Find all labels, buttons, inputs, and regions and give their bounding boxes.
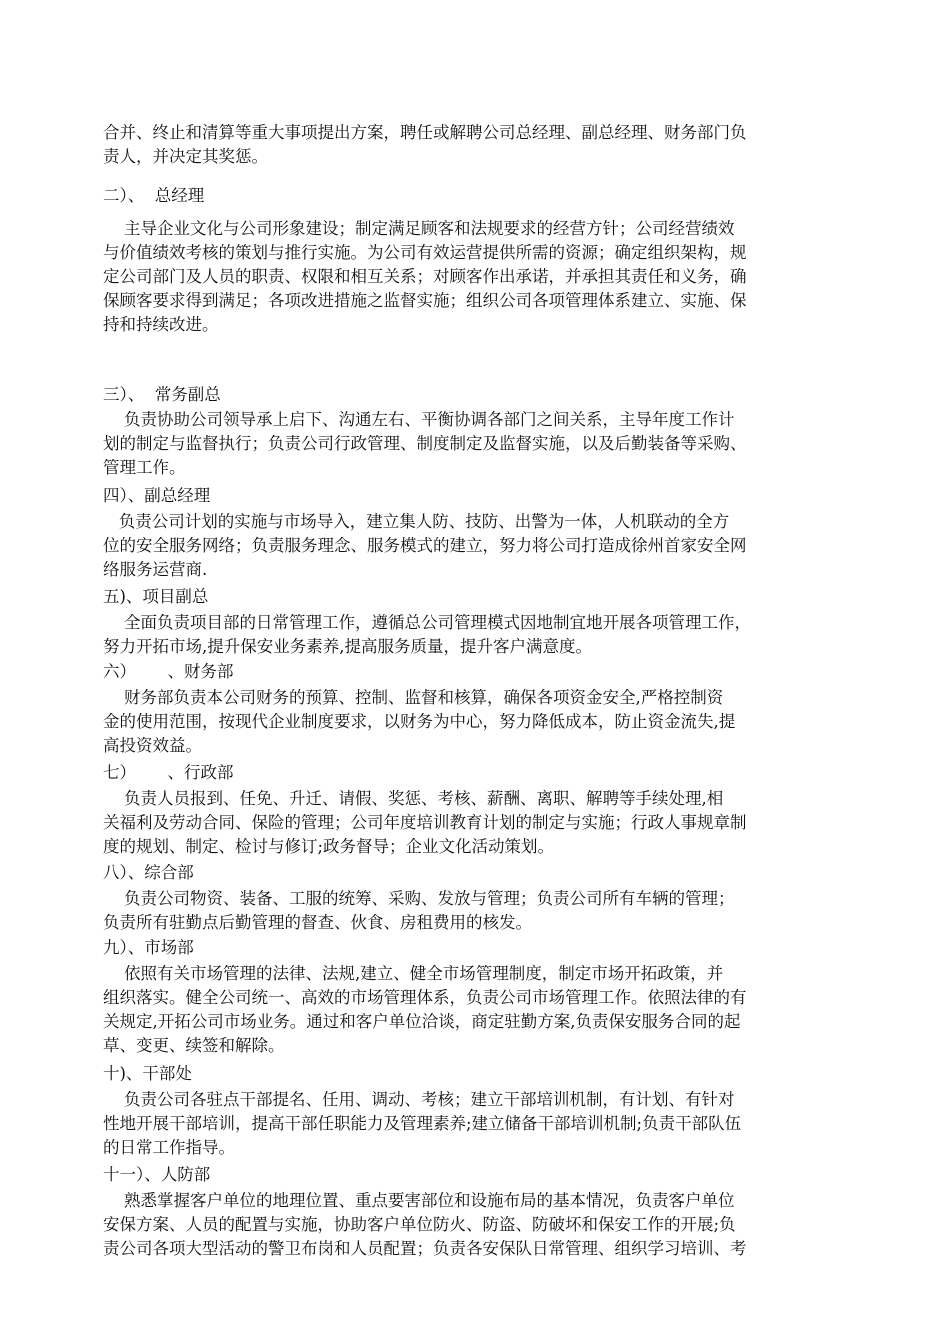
text-line: 负责人员报到、任免、升迁、请假、奖惩、考核、薪酬、离职、解聘等手续处理,相	[103, 789, 724, 808]
text-line: 保顾客要求得到满足；各项改进措施之监督实施；组织公司各项管理体系建立、实施、保	[103, 291, 747, 310]
section-heading-marketing: 九）、市场部	[103, 938, 194, 957]
text-line: 金的使用范围，按现代企业制度要求，以财务为中心，努力降低成本，防止资金流失,提	[103, 712, 736, 731]
section-heading-executive-vp: 三）、 常务副总	[103, 385, 221, 404]
paragraph-finance	[103, 686, 855, 758]
text-line: 划的制定与监督执行；负责公司行政管理、制度制定及监督实施，以及后勤装备等采购、	[103, 434, 747, 453]
paragraph-administration	[103, 787, 855, 859]
text-line: 组织落实。健全公司统一、高效的市场管理体系，负责公司市场管理工作。依照法律的有	[103, 988, 747, 1007]
paragraph-project-vp	[103, 611, 855, 659]
text-line: 熟悉掌握客户单位的地理位置、重点要害部位和设施布局的基本情况，负责客户单位	[103, 1191, 735, 1210]
text-line: 责公司各项大型活动的警卫布岗和人员配置；负责各安保队日常管理、组织学习培训、考	[103, 1239, 747, 1258]
text-line: 负责公司各驻点干部提名、任用、调动、考核；建立干部培训机制，有计划、有针对	[103, 1090, 735, 1109]
text-line: 的日常工作指导。	[103, 1138, 235, 1157]
section-heading-administration: 七） 、行政部	[103, 763, 234, 782]
text-line: 关规定,开拓公司市场业务。通过和客户单位洽谈，商定驻勤方案,负责保安服务合同的起	[103, 1012, 741, 1031]
section-heading-deputy-gm: 四）、副总经理	[103, 486, 211, 505]
text-line: 性地开展干部培训，提高干部任职能力及管理素养;建立储备干部培训机制;负责干部队伍	[103, 1114, 742, 1133]
text-line: 合并、终止和清算等重大事项提出方案，聘任或解聘公司总经理、副总经理、财务部门负	[103, 123, 747, 142]
paragraph-general-affairs	[103, 887, 855, 935]
paragraph-general-manager	[103, 217, 855, 337]
text-line: 负责公司计划的实施与市场导入，建立集人防、技防、出警为一体，人机联动的全方	[103, 512, 730, 531]
text-line: 与价值绩效考核的策划与推行实施。为公司有效运营提供所需的资源；确定组织架构，规	[103, 243, 747, 262]
text-line: 负责协助公司领导承上启下、沟通左右、平衡协调各部门之间关系，主导年度工作计	[103, 410, 735, 429]
section-heading-finance: 六） 、财务部	[103, 662, 234, 681]
text-line: 关福利及劳动合同、保险的管理；公司年度培训教育计划的制定与实施；行政人事规章制	[103, 813, 747, 832]
text-line: 负责所有驻勤点后勤管理的督查、伙食、房租费用的核发。	[103, 913, 532, 932]
text-line: 安保方案、人员的配置与实施，协助客户单位防火、防盗、防破坏和保安工作的开展;负	[103, 1215, 736, 1234]
text-line: 定公司部门及人员的职责、权限和相互关系；对顾客作出承诺，并承担其责任和义务，确	[103, 267, 747, 286]
section-heading-cadre-office: 十)、干部处	[103, 1064, 192, 1083]
paragraph-marketing	[103, 962, 855, 1058]
section-heading-general-affairs: 八）、综合部	[103, 863, 194, 882]
section-heading-civil-defense: 十一）、人防部	[103, 1165, 211, 1184]
text-line: 位的安全服务网络；负责服务理念、服务模式的建立，努力将公司打造成徐州首家安全网	[103, 536, 747, 555]
text-line: 络服务运营商.	[103, 560, 208, 579]
text-line: 管理工作。	[103, 458, 186, 477]
text-line: 全面负责项目部的日常管理工作，遵循总公司管理模式因地制宜地开展各项管理工作，	[103, 613, 751, 632]
paragraph-executive-vp	[103, 408, 855, 480]
paragraph-board-duties	[103, 121, 855, 169]
text-line: 高投资效益。	[103, 736, 202, 755]
text-line: 草、变更、续签和解除。	[103, 1036, 285, 1055]
text-line: 责人，并决定其奖惩。	[103, 147, 268, 166]
text-line: 努力开拓市场,提升保安业务素养,提高服务质量，提升客户满意度。	[103, 637, 592, 656]
text-line: 依照有关市场管理的法律、法规,建立、健全市场管理制度，制定市场开拓政策，并	[103, 964, 724, 983]
text-line: 主导企业文化与公司形象建设；制定满足顾客和法规要求的经营方针；公司经营绩效	[103, 219, 735, 238]
text-line: 财务部负责本公司财务的预算、控制、监督和核算，确保各项资金安全,严格控制资	[103, 688, 724, 707]
section-heading-general-manager: 二）、 总经理	[103, 186, 205, 205]
text-line: 度的规划、制定、检讨与修订;政务督导；企业文化活动策划。	[103, 837, 555, 856]
paragraph-cadre-office	[103, 1088, 855, 1160]
text-line: 负责公司物资、装备、工服的统筹、采购、发放与管理；负责公司所有车辆的管理；	[103, 889, 735, 908]
section-heading-project-vp: 五)、项目副总	[103, 587, 209, 606]
paragraph-civil-defense	[103, 1189, 855, 1261]
paragraph-deputy-gm	[103, 510, 855, 582]
text-line: 持和持续改进。	[103, 315, 219, 334]
